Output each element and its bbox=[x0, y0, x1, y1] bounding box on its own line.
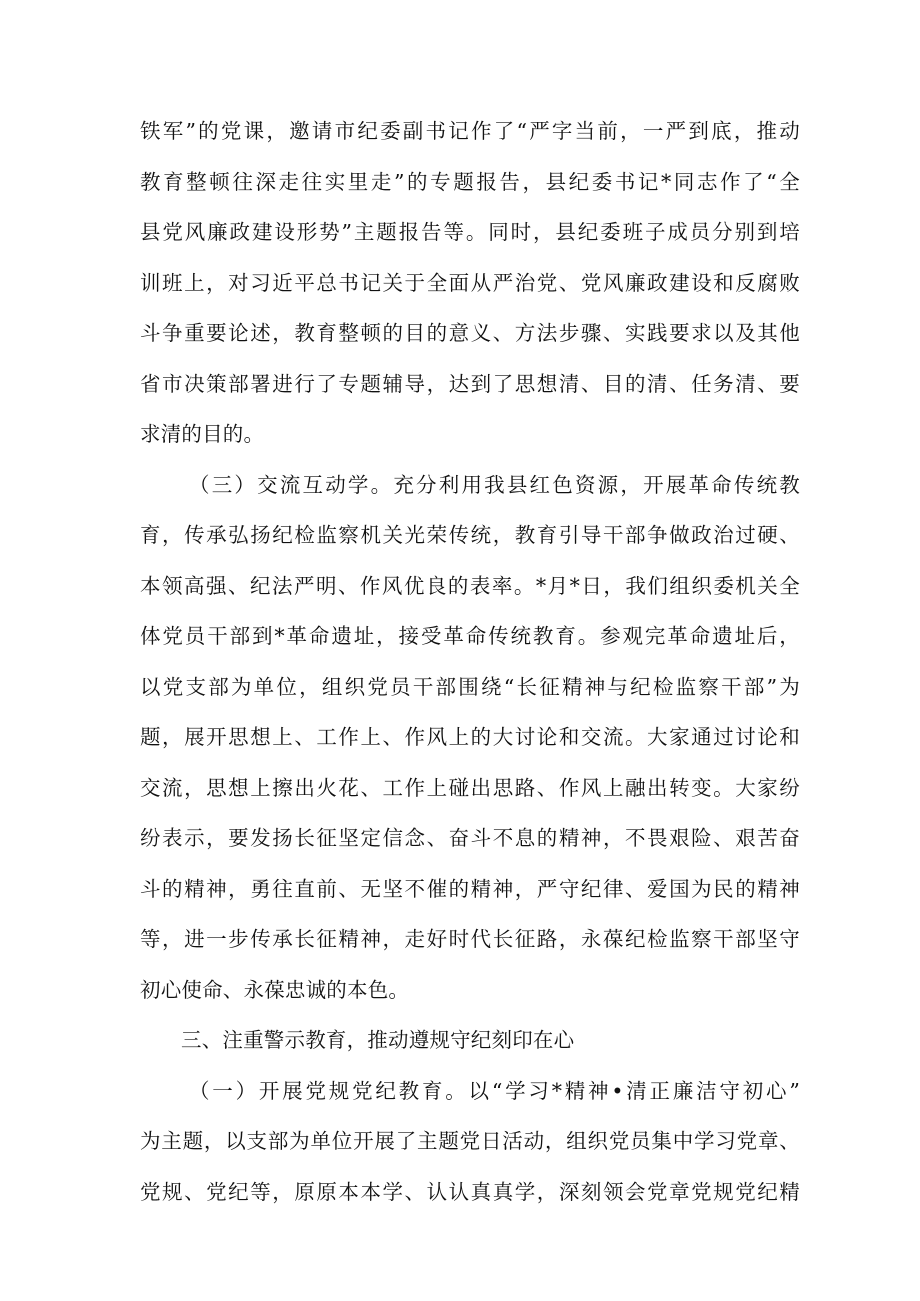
section-heading: 三、注重警示教育，推动遵规守纪刻印在心 bbox=[181, 1028, 575, 1052]
body-text-line: 育，传承弘扬纪检监察机关光荣传统，教育引导干部争做政治过硬、 bbox=[140, 523, 800, 547]
body-text-line: 等，进一步传承长征精神，走好时代长征路，永葆纪检监察干部坚守 bbox=[140, 927, 800, 951]
body-text-line: 县党风廉政建设形势”主题报告等。同时，县纪委班子成员分别到培 bbox=[140, 220, 800, 244]
body-text-line: 求清的目的。 bbox=[140, 422, 265, 446]
section-paragraph-start: （一）开展党规党纪教育。以“学习*精神•清正廉洁守初心” bbox=[189, 1079, 800, 1103]
section-paragraph-start: （三）交流互动学。充分利用我县红色资源，开展革命传统教 bbox=[189, 473, 800, 497]
body-text-line: 题，展开思想上、工作上、作风上的大讨论和交流。大家通过讨论和 bbox=[140, 725, 800, 749]
body-text-line: 纷表示，要发扬长征坚定信念、奋斗不息的精神，不畏艰险、艰苦奋 bbox=[140, 826, 800, 850]
body-text-line: 铁军”的党课，邀请市纪委副书记作了“严字当前，一严到底，推动 bbox=[140, 119, 800, 143]
body-text-line: 斗争重要论述，教育整顿的目的意义、方法步骤、实践要求以及其他 bbox=[140, 321, 800, 345]
body-text-line: 斗的精神，勇往直前、无坚不催的精神，严守纪律、爱国为民的精神 bbox=[140, 877, 800, 901]
body-text-line: 训班上，对习近平总书记关于全面从严治党、党风廉政建设和反腐败 bbox=[140, 271, 800, 295]
body-text-line: 初心使命、永葆忠诚的本色。 bbox=[140, 978, 410, 1002]
body-text-line: 交流，思想上擦出火花、工作上碰出思路、作风上融出转变。大家纷 bbox=[140, 776, 800, 800]
body-text-line: 以党支部为单位，组织党员干部围绕“长征精神与纪检监察干部”为 bbox=[140, 675, 800, 699]
body-text-line: 教育整顿往深走往实里走”的专题报告，县纪委书记*同志作了“全 bbox=[140, 170, 800, 194]
body-text-line: 省市决策部署进行了专题辅导，达到了思想清、目的清、任务清、要 bbox=[140, 372, 800, 396]
body-text-line: 体党员干部到*革命遗址，接受革命传统教育。参观完革命遗址后， bbox=[140, 624, 800, 648]
body-text-line: 为主题，以支部为单位开展了主题党日活动，组织党员集中学习党章、 bbox=[140, 1129, 800, 1153]
body-text-line: 党规、党纪等，原原本本学、认认真真学，深刻领会党章党规党纪精 bbox=[140, 1180, 800, 1204]
body-text-line: 本领高强、纪法严明、作风优良的表率。*月*日，我们组织委机关全 bbox=[140, 574, 800, 598]
